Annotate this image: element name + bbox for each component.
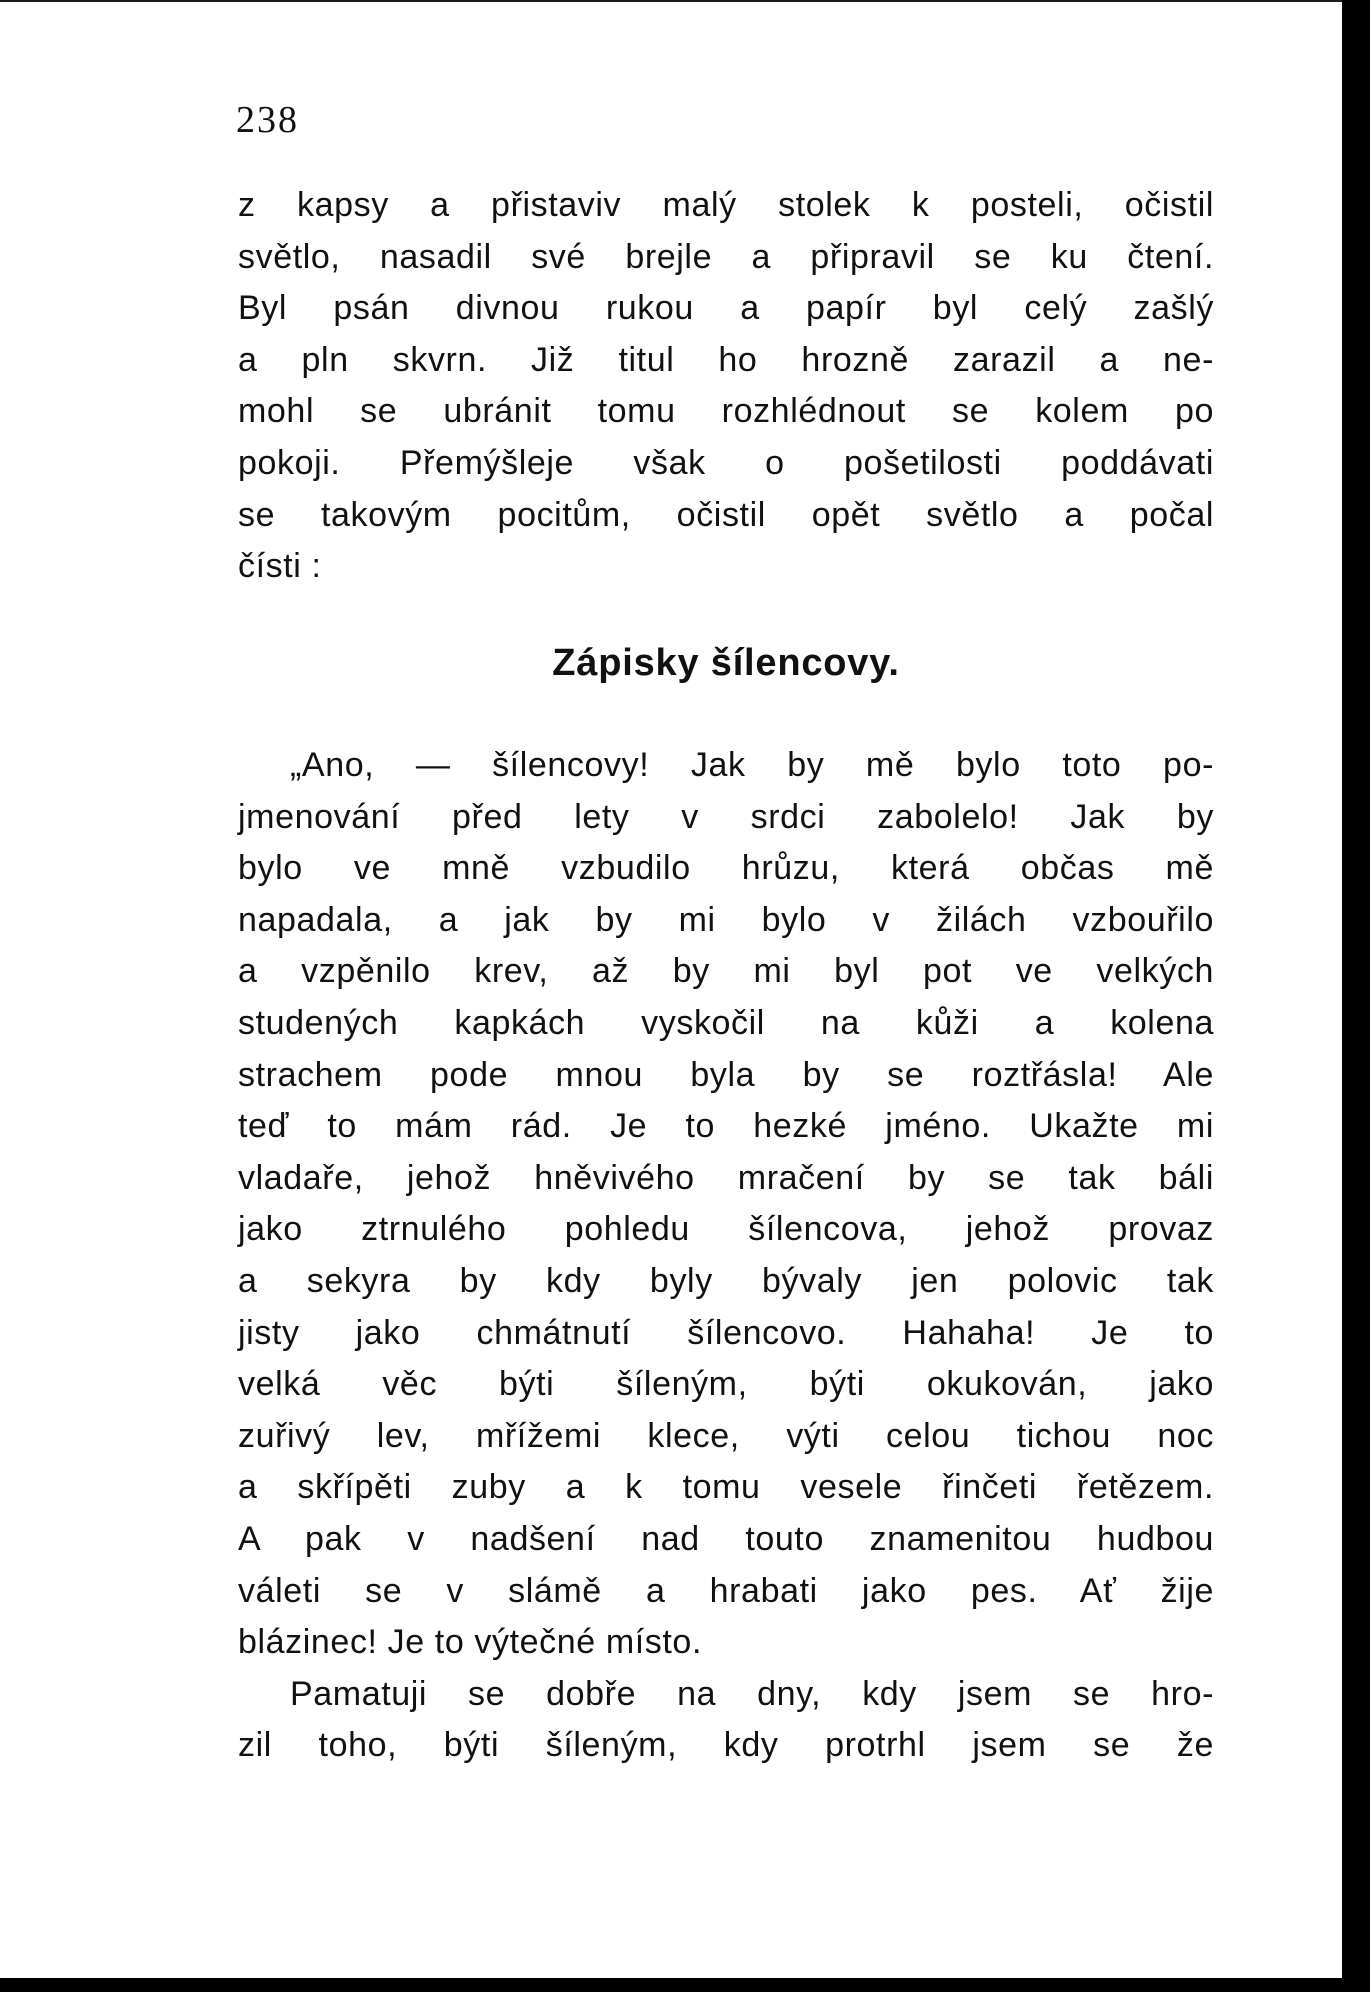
text-line: zuřivý lev, mřížemi klece, výti celou tichou noc — [238, 1416, 1214, 1455]
scan-edge-bottom — [0, 1978, 1370, 1992]
paragraph-2 — [238, 740, 1214, 1772]
text-line: vladaře, jehož hněvivého mračení by se tak báli — [238, 1158, 1214, 1197]
text-line: a vzpěnilo krev, až by mi byl pot ve velkých — [238, 952, 1214, 991]
text-line: čísti : — [238, 547, 322, 586]
text-line: jako ztrnulého pohledu šílencova, jehož provaz — [238, 1210, 1214, 1249]
text-line: a sekyra by kdy byly bývaly jen polovic tak — [238, 1261, 1214, 1300]
text-line: a pln skvrn. Již titul ho hrozně zarazil a ne- — [238, 340, 1214, 379]
text-line: z kapsy a přistaviv malý stolek k posteli, očistil — [238, 186, 1214, 224]
text-line: blázinec! Je to výtečné místo. — [238, 1623, 702, 1662]
paragraph-1 — [238, 180, 1214, 593]
text-line: zil toho, býti šíleným, kdy protrhl jsem se že — [238, 1726, 1214, 1765]
text-line: bylo ve mně vzbudilo hrůzu, která občas mě — [238, 849, 1214, 888]
text-line: Byl psán divnou rukou a papír byl celý zašlý — [238, 289, 1214, 328]
text-line: studených kapkách vyskočil na kůži a kolena — [238, 1003, 1214, 1042]
text-line: velká věc býti šíleným, býti okukován, jako — [238, 1365, 1214, 1404]
text-line: napadala, a jak by mi bylo v žilách vzbouřilo — [238, 900, 1214, 939]
text-line: jmenování před lety v srdci zabolelo! Jak by — [238, 797, 1214, 836]
text-line: A pak v nadšení nad touto znamenitou hudbou — [238, 1519, 1214, 1558]
text-line: „Ano, — šílencovy! Jak by mě bylo toto po- — [290, 746, 1214, 784]
text-line: mohl se ubránit tomu rozhlédnout se kolem po — [238, 392, 1214, 431]
text-line: váleti se v slámě a hrabati jako pes. Ať žije — [238, 1571, 1214, 1610]
text-line: Pamatuji se dobře na dny, kdy jsem se hro- — [290, 1674, 1214, 1713]
scan-edge-right — [1342, 0, 1370, 1992]
text-line: strachem pode mnou byla by se roztřásla! Ale — [238, 1055, 1214, 1094]
text-line: se takovým pocitům, očistil opět světlo a počal — [238, 495, 1214, 534]
text-line: jisty jako chmátnutí šílencovo. Hahaha! Je to — [238, 1313, 1214, 1352]
page-number: 238 — [236, 99, 299, 141]
text-line: a skřípěti zuby a k tomu vesele řinčeti řetězem. — [238, 1468, 1214, 1507]
text-line: světlo, nasadil své brejle a připravil se ku čtení. — [238, 237, 1214, 276]
section-heading: Zápisky šílencovy. — [552, 642, 900, 684]
text-line: pokoji. Přemýšleje však o pošetilosti poddávati — [238, 443, 1214, 482]
text-line: teď to mám rád. Je to hezké jméno. Ukažte mi — [238, 1107, 1214, 1146]
